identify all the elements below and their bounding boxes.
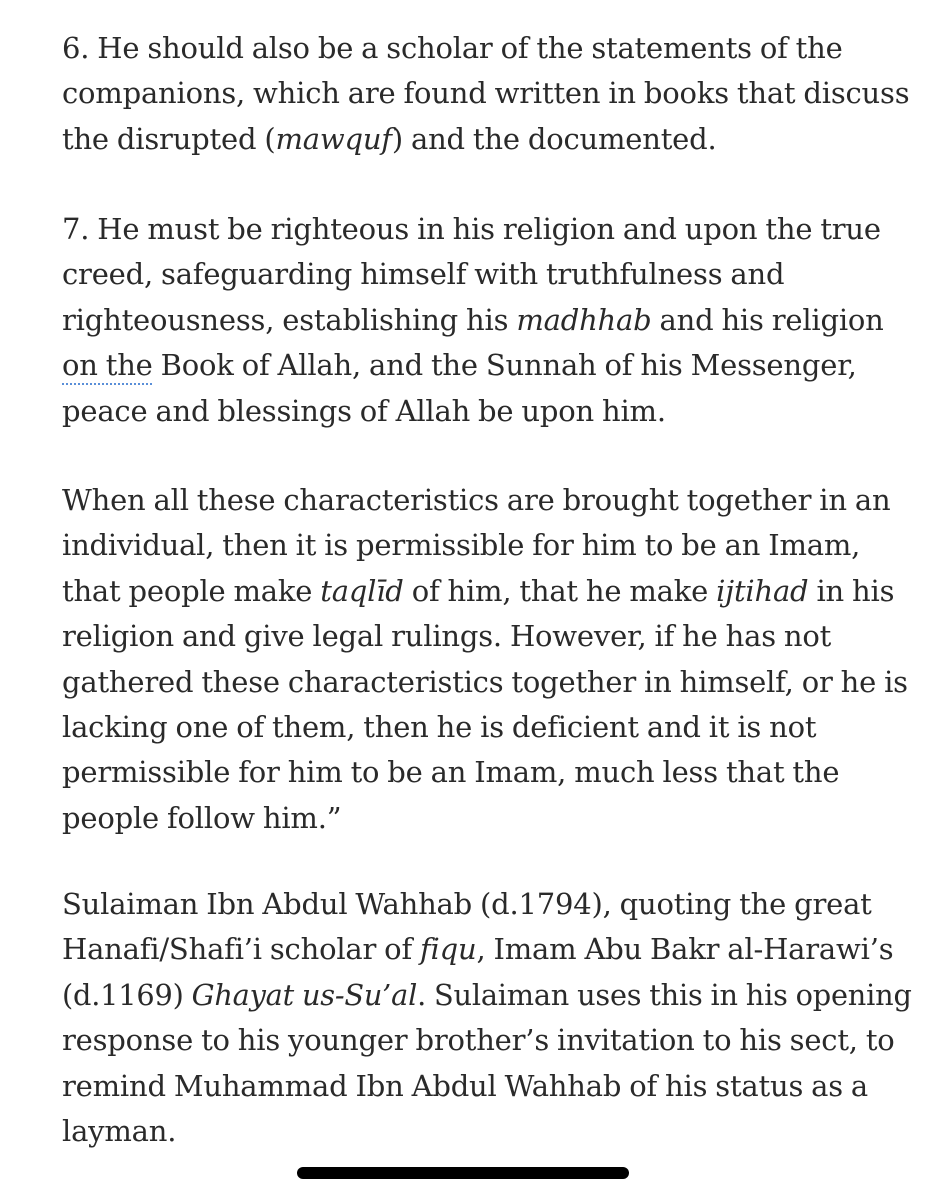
- text-line: religion and give legal rulings. However, if he has not: [62, 619, 832, 654]
- text-line: (d.1169) Ghayat us-Su’al. Sulaiman uses this in his opening: [62, 977, 912, 1012]
- text-line: that people make taqlīd of him, that he make ijtihad in his: [62, 573, 895, 608]
- text-line: lacking one of them, then he is deficient and it is not: [62, 710, 817, 745]
- text-line: gathered these characteristics together in himself, or he is: [62, 664, 908, 699]
- paragraph-attribution: [62, 882, 919, 1154]
- text-line: companions, which are found written in books that discuss: [62, 76, 910, 111]
- text-line: righteousness, establishing his madhhab and his religion: [62, 302, 884, 337]
- text-line: people follow him.”: [62, 800, 342, 835]
- italic-term: ijtihad: [716, 573, 809, 608]
- text-line: Sulaiman Ibn Abdul Wahhab (d.1794), quoting the great: [62, 887, 872, 921]
- text-line: peace and blessings of Allah be upon him.: [62, 393, 666, 428]
- text-line: Hanafi/Shafi’i scholar of fiqu, Imam Abu Bakr al-Harawi’s: [62, 932, 894, 967]
- text-line: individual, then it is permissible for him to be an Imam,: [62, 528, 861, 563]
- text-line: on the Book of Allah, and the Sunnah of his Messenger,: [62, 348, 857, 383]
- italic-term: fiqu: [420, 932, 477, 967]
- paragraph-point-6: [62, 26, 909, 162]
- text-line: remind Muhammad Ibn Abdul Wahhab of his status as a: [62, 1068, 869, 1103]
- italic-term: taqlīd: [320, 573, 404, 608]
- italic-term: mawquf: [275, 121, 392, 156]
- paragraph-point-7: [62, 207, 884, 434]
- dotted-underline-link[interactable]: on the: [62, 348, 153, 383]
- text-line: 7. He must be righteous in his religion and upon the true: [62, 212, 881, 246]
- home-indicator-bar[interactable]: [297, 1167, 629, 1179]
- italic-book-title: Ghayat us-Su’al: [191, 977, 418, 1012]
- text-line: 6. He should also be a scholar of the statements of the: [62, 31, 843, 65]
- text-line: response to his younger brother’s invitation to his sect, to: [62, 1023, 895, 1058]
- text-line: When all these characteristics are brought together in an: [62, 483, 891, 517]
- text-line: creed, safeguarding himself with truthfulness and: [62, 257, 785, 292]
- text-line: permissible for him to be an Imam, much less that the: [62, 755, 840, 790]
- italic-term: madhhab: [516, 302, 652, 337]
- paragraph-conclusion-quote: [62, 478, 908, 841]
- text-line: layman.: [62, 1114, 177, 1149]
- text-line: the disrupted (mawquf) and the documented.: [62, 121, 717, 156]
